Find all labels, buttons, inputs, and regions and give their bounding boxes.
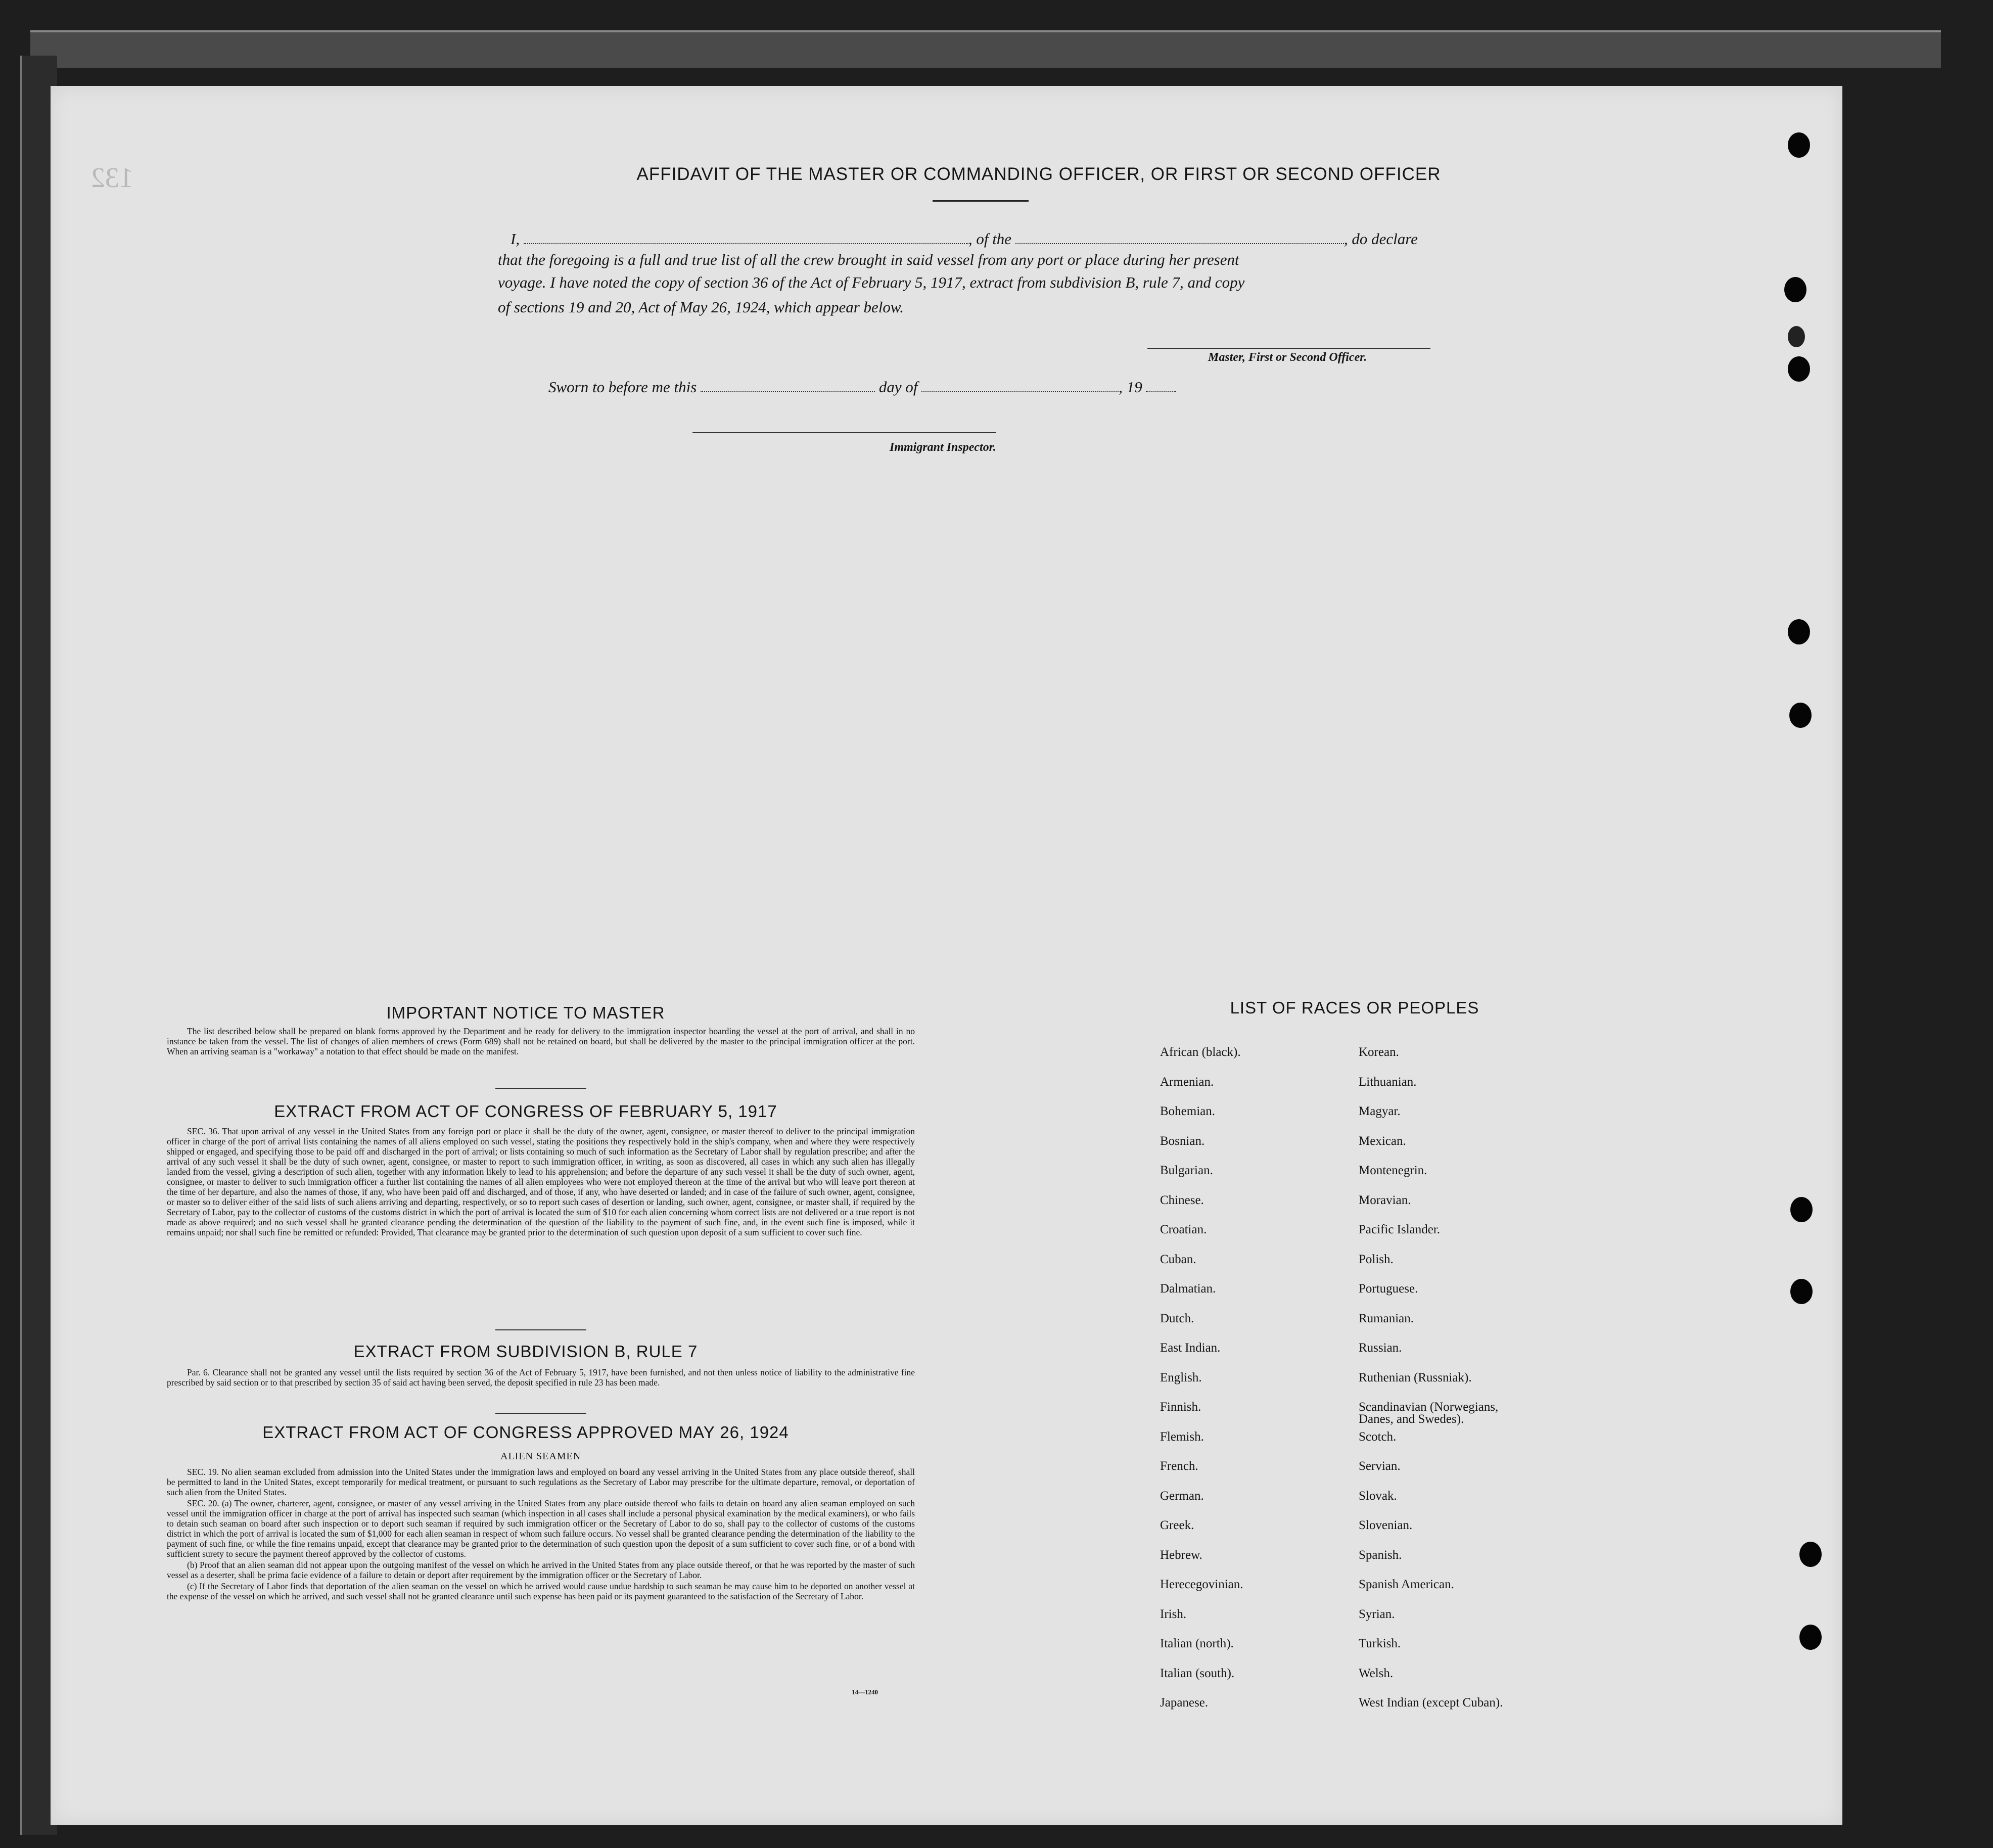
race-item: Japanese. — [1160, 1696, 1209, 1710]
notice-text — [167, 1026, 915, 1057]
inspector-signature-label: Immigrant Inspector. — [890, 441, 996, 454]
margin-number: 132 — [91, 162, 133, 194]
races-title: LIST OF RACES OR PEOPLES — [1230, 998, 1479, 1017]
race-item: Spanish. — [1359, 1548, 1402, 1562]
do-declare-label: , do declare — [1343, 230, 1418, 248]
binder-hole — [1788, 356, 1810, 382]
vessel-blank[interactable] — [1015, 233, 1344, 244]
race-item: Scotch. — [1359, 1429, 1397, 1444]
affidavit-line-2: that the foregoing is a full and true list of all the crew brought in said vessel from any port or place during her present — [498, 251, 1239, 268]
notice-paragraph: The list described below shall be prepared on blank forms approved by the Department and be ready for delivery to the immigration inspector boarding the vessel at the port of arrival, and shall in no instance be taken from the vessel. The list of changes of alien members of crews (Form 689) shall not be retained on board, but shall be delivered by the master to the principal immigration officer at the port. When an arriving seaman is a "workaway" a notation to that effect should be made on the manifest. — [167, 1026, 915, 1056]
races-left-column — [1160, 1046, 1352, 1727]
binder-hole — [1789, 703, 1812, 728]
race-item: Spanish American. — [1359, 1578, 1454, 1591]
race-item: Montenegrin. — [1359, 1164, 1427, 1177]
section-divider — [495, 1329, 586, 1330]
year-blank[interactable] — [1146, 381, 1176, 392]
race-item: Italian (north). — [1160, 1637, 1234, 1650]
race-item: Polish. — [1359, 1252, 1394, 1266]
race-item: Slovenian. — [1359, 1518, 1413, 1532]
affidavit-line-3: voyage. I have noted the copy of section 36 of the Act of February 5, 1917, extract from subdivision B, rule 7, and copy — [498, 273, 1245, 291]
race-item: Croatian. — [1160, 1223, 1207, 1236]
binder-hole — [1784, 277, 1806, 302]
race-item: Dalmatian. — [1160, 1282, 1216, 1296]
notice-title: IMPORTANT NOTICE TO MASTER — [386, 1003, 665, 1022]
day-blank[interactable] — [701, 381, 875, 392]
race-item: Magyar. — [1359, 1104, 1401, 1118]
race-item: Rumanian. — [1359, 1311, 1414, 1325]
sworn-line — [548, 378, 1176, 396]
race-item: African (black). — [1160, 1045, 1241, 1059]
alien-seamen-subtitle: ALIEN SEAMEN — [500, 1451, 581, 1462]
master-signature-line[interactable] — [1147, 348, 1430, 349]
race-item: Ruthenian (Russniak). — [1359, 1370, 1472, 1384]
race-item: French. — [1160, 1459, 1198, 1473]
extract-1924-title: EXTRACT FROM ACT OF CONGRESS APPROVED MAY 26, 1924 — [262, 1423, 789, 1442]
race-item: Lithuanian. — [1359, 1075, 1417, 1089]
race-item: Italian (south). — [1160, 1666, 1235, 1680]
race-item: Moravian. — [1359, 1193, 1411, 1207]
year-label: , 19 — [1119, 378, 1142, 396]
binder-hole — [1790, 1279, 1813, 1304]
inspector-signature-line[interactable] — [692, 432, 996, 433]
section-divider — [495, 1413, 586, 1414]
race-item: Slovak. — [1359, 1489, 1397, 1503]
race-item: Scandinavian (Norwegians, Danes, and Swedes). — [1359, 1400, 1499, 1426]
rule-7-title: EXTRACT FROM SUBDIVISION B, RULE 7 — [353, 1342, 698, 1361]
section-36-paragraph: SEC. 36. That upon arrival of any vessel in the United States from any foreign port or place it shall be the duty of the owner, agent, consignee, or master thereof to deliver to the principal immigration officer in charge of the port of arrival lists containing the names of all aliens employed on such vessel, stating the positions they respectively hold in the ship's company, when and where they were respectively shipped or engaged, and specifying those to be paid off and discharged in the port of arrival; or lists containing so much of such information as the Secretary of Labor shall by regulation prescribe; and after the arrival of any such vessel it shall be the duty of such owner, agent, consignee, or master to report to such immigration officer, in writing, as soon as discovered, all cases in which any such alien has illegally landed from the vessel, giving a description of such alien, together with any information likely to lead to his apprehension; and before the departure of any such vessel it shall be the duty of such owner, agent, consignee, or master to deliver to such immigration officer a further list containing the names of all alien employees who were not employed thereon at the time of the arrival but who will leave port thereon at the time of her departure, and also the names of those, if any, who have been paid off and discharged, and of those, if any, who have deserted or landed; and in case of the failure of such owner, agent, consignee, or master so to deliver either of the said lists of such aliens arriving and departing, respectively, or so to report such cases of desertion or landing, such owner, agent, consignee, or master shall, if required by the Secretary of Labor, pay to the collector of customs of the customs district in which the port of arrival is located the sum of $10 for each alien concerning whom correct lists are not delivered or a true report is not made as above required; and no such vessel shall be granted clearance pending the determination of the question of the liability to the payment of such fine, and, in the event such fine is imposed, while it remains unpaid; nor shall such fine be remitted or refunded: Provided, That clearance may be granted prior to the determination of such question upon deposit of a sum sufficient to cover such fine. — [167, 1126, 915, 1237]
title-divider — [933, 200, 1029, 202]
race-item: Hebrew. — [1160, 1548, 1202, 1562]
race-item: East Indian. — [1160, 1341, 1221, 1355]
extract-1924-text — [167, 1467, 915, 1602]
race-item: Bohemian. — [1160, 1104, 1216, 1118]
affidavit-title: AFFIDAVIT OF THE MASTER OR COMMANDING OFFICER, OR FIRST OR SECOND OFFICER — [636, 164, 1441, 184]
month-blank[interactable] — [921, 381, 1119, 392]
race-item: Welsh. — [1359, 1666, 1394, 1680]
race-item: Pacific Islander. — [1359, 1223, 1441, 1236]
par-6-paragraph: Par. 6. Clearance shall not be granted any vessel until the lists required by section 36 of the Act of February 5, 1917, have been furnished, and not then unless notice of liability to the administrative fine prescribed by said section or to that prescribed by section 35 of said act having been served, the deposit specified in rule 23 has been made. — [167, 1367, 915, 1388]
race-item: Turkish. — [1359, 1637, 1401, 1650]
race-item: Finnish. — [1160, 1400, 1201, 1414]
section-divider — [495, 1088, 586, 1089]
race-item: Greek. — [1160, 1518, 1194, 1532]
race-item: Armenian. — [1160, 1075, 1214, 1089]
i-label: I, — [511, 230, 520, 248]
race-item: West Indian (except Cuban). — [1359, 1696, 1503, 1710]
binder-hole — [1788, 619, 1810, 644]
extract-1917-text — [167, 1126, 915, 1238]
form-number: 14—1240 — [852, 1688, 878, 1696]
race-item: Russian. — [1359, 1341, 1402, 1355]
master-signature-label: Master, First or Second Officer. — [1208, 351, 1367, 364]
race-item: Chinese. — [1160, 1193, 1204, 1207]
race-item: Irish. — [1160, 1607, 1187, 1621]
affidavit-line-4: of sections 19 and 20, Act of May 26, 1924, which appear below. — [498, 298, 904, 316]
rule-7-text — [167, 1367, 915, 1389]
binder-hole — [1788, 326, 1805, 347]
race-item: English. — [1160, 1370, 1202, 1384]
binder-hole — [1799, 1542, 1822, 1567]
day-of-label: day of — [878, 378, 918, 396]
section-19-paragraph: SEC. 19. No alien seaman excluded from admission into the United States under the immigration laws and employed on board any vessel arriving in the United States from any place outside thereof, shall be permitted to land in the United States, except temporarily for medical treatment, or pursuant to such regulations as the Secretary of Labor may prescribe for the ultimate departure, removal, or deportation of such alien from the United States. — [167, 1467, 915, 1497]
section-20c-paragraph: (c) If the Secretary of Labor finds that deportation of the alien seaman on the vessel on which he arrived would cause undue hardship to such seaman he may cause him to be deported on another vessel at the expense of the vessel on which he arrived, and such vessel shall not be granted clearance until such expense has been paid or its payment guaranteed to the satisfaction of the Secretary of Labor. — [167, 1581, 915, 1601]
section-20a-paragraph: SEC. 20. (a) The owner, charterer, agent, consignee, or master of any vessel arriving in the United States from any place outside thereof who fails to detain on board any alien seaman employed on such vessel until the immigration officer in charge at the port of arrival has inspected such seaman (which inspection in all cases shall include a personal physical examination by the medical examiners), or who fails to detain such seaman on board after such inspection or to deport such seaman if required by such immigration officer or the Secretary of Labor to do so, shall pay to the collector of customs of the customs district in which the port of arrival is located the sum of $1,000 for each alien seaman in respect of whom such failure occurs. No vessel shall be granted clearance pending the determination of the liability to the payment of such fine, or while the fine remains unpaid, except that clearance may be granted prior to the determination of such question upon the deposit of a sum sufficient to cover such fine, or of a bond with sufficient surety to secure the payment thereof approved by the collector of customs. — [167, 1498, 915, 1559]
scanner-frame-top — [30, 30, 1941, 68]
section-20b-paragraph: (b) Proof that an alien seaman did not appear upon the outgoing manifest of the vessel on which he arrived in the United States from any place outside thereof, or that he was reported by the master of such vessel as a deserter, shall be prima facie evidence of a failure to detain or deport after requirement by the immigration officer or the Secretary of Labor. — [167, 1560, 915, 1580]
name-blank[interactable] — [524, 233, 968, 244]
race-item: Servian. — [1359, 1459, 1401, 1473]
race-item: Portuguese. — [1359, 1282, 1418, 1296]
extract-1917-title: EXTRACT FROM ACT OF CONGRESS OF FEBRUARY 5, 1917 — [274, 1102, 777, 1121]
affidavit-line-1 — [511, 230, 1418, 248]
race-item: German. — [1160, 1489, 1204, 1503]
binder-hole — [1788, 132, 1810, 158]
race-item: Syrian. — [1359, 1607, 1395, 1621]
binder-hole — [1790, 1197, 1813, 1222]
races-right-column — [1359, 1046, 1642, 1727]
race-item: Bosnian. — [1160, 1134, 1205, 1148]
race-item: Herecegovinian. — [1160, 1578, 1243, 1591]
race-item: Bulgarian. — [1160, 1164, 1213, 1177]
race-item: Mexican. — [1359, 1134, 1406, 1148]
race-item: Flemish. — [1160, 1429, 1204, 1444]
race-item: Korean. — [1359, 1045, 1399, 1059]
sworn-label: Sworn to before me this — [548, 378, 697, 396]
of-the-label: , of the — [968, 230, 1012, 248]
binder-hole — [1799, 1625, 1822, 1650]
race-item: Cuban. — [1160, 1252, 1196, 1266]
race-item: Dutch. — [1160, 1311, 1194, 1325]
